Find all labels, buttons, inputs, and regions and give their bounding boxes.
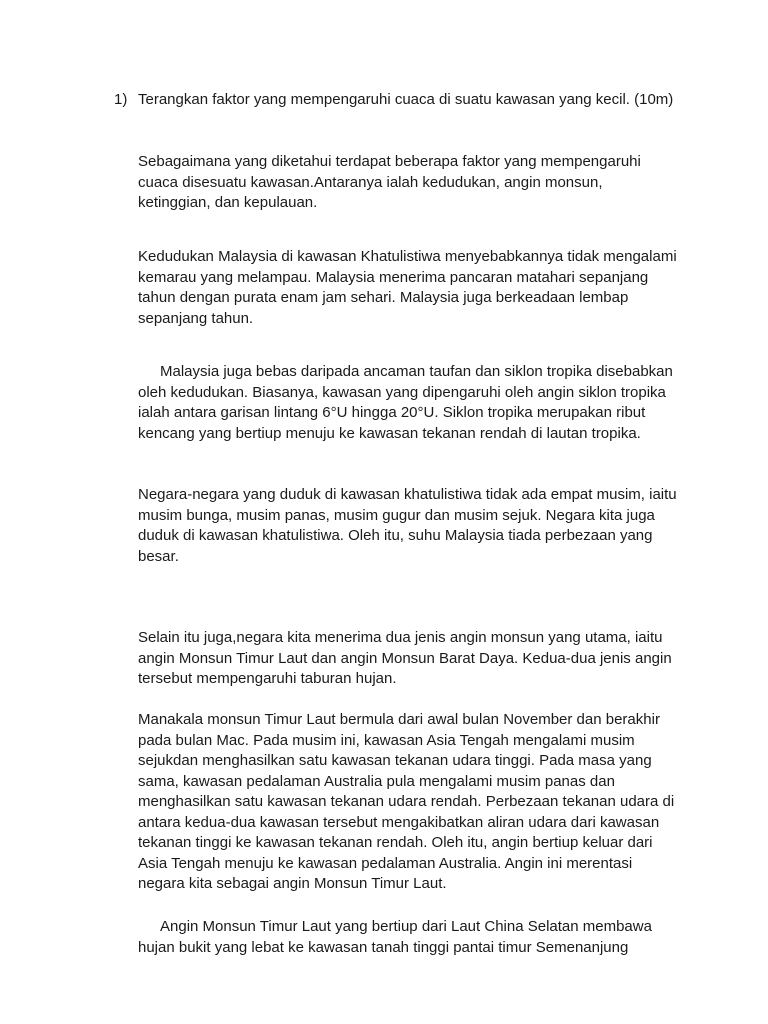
paragraph-hujan: Angin Monsun Timur Laut yang bertiup dari Laut China Selatan membawa hujan bukit yang lebat ke kawasan tanah tinggi pantai timur Semenanjung (138, 918, 652, 956)
paragraph-intro: Sebagaimana yang diketahui terdapat beberapa faktor yang mempengaruhi cuaca disesuatu kawasan.Antaranya ialah kedudukan, angin monsun, ketinggian, dan kepulauan. (138, 153, 641, 211)
paragraph-monsun-timur-laut: Manakala monsun Timur Laut bermula dari awal bulan November dan berakhir pada bulan Mac. Pada musim ini, kawasan Asia Tengah mengalami musim sejukdan menghasilkan satu kawasan tekanan udara tinggi. Pada masa yang sama, kawasan pedalaman Australia pula mengalami musim panas dan menghasilkan satu kawasan tekanan udara rendah. Perbezaan tekanan udara di antara kedua-dua kawasan tersebut mengakibatkan aliran udara dari kawasan tekanan tinggi ke kawasan tekanan rendah. Oleh itu, angin bertiup keluar dari Asia Tengah menuju ke kawasan pedalaman Australia. Angin ini merentasi negara kita sebagai angin Monsun Timur Laut. (138, 711, 675, 892)
question-text: Terangkan faktor yang mempengaruhi cuaca di suatu kawasan yang kecil. (10m) (138, 91, 674, 108)
paragraph-angin-monsun: Selain itu juga,negara kita menerima dua jenis angin monsun yang utama, iaitu angin Monsun Timur Laut dan angin Monsun Barat Daya. Kedua-dua jenis angin tersebut mempengaruhi taburan hujan. (138, 629, 672, 687)
paragraph-siklon: Malaysia juga bebas daripada ancaman taufan dan siklon tropika disebabkan oleh kedudukan. Biasanya, kawasan yang dipengaruhi oleh angin siklon tropika ialah antara garisan lintang 6°U hingga 20°U. Siklon tropika merupakan ribut kencang yang bertiup menuju ke kawasan tekanan rendah di lautan tropika. (138, 363, 673, 442)
question-item (114, 90, 674, 111)
question-number: 1) (114, 91, 128, 108)
paragraph-musim: Negara-negara yang duduk di kawasan khatulistiwa tidak ada empat musim, iaitu musim bunga, musim panas, musim gugur dan musim sejuk. Negara kita juga duduk di kawasan khatulistiwa. Oleh itu, suhu Malaysia tiada perbezaan yang besar. (138, 486, 677, 565)
paragraph-kedudukan: Kedudukan Malaysia di kawasan Khatulistiwa menyebabkannya tidak mengalami kemarau yang melampau. Malaysia menerima pancaran matahari sepanjang tahun dengan purata enam jam sehari. Malaysia juga berkeadaan lembap sepanjang tahun. (138, 248, 677, 327)
